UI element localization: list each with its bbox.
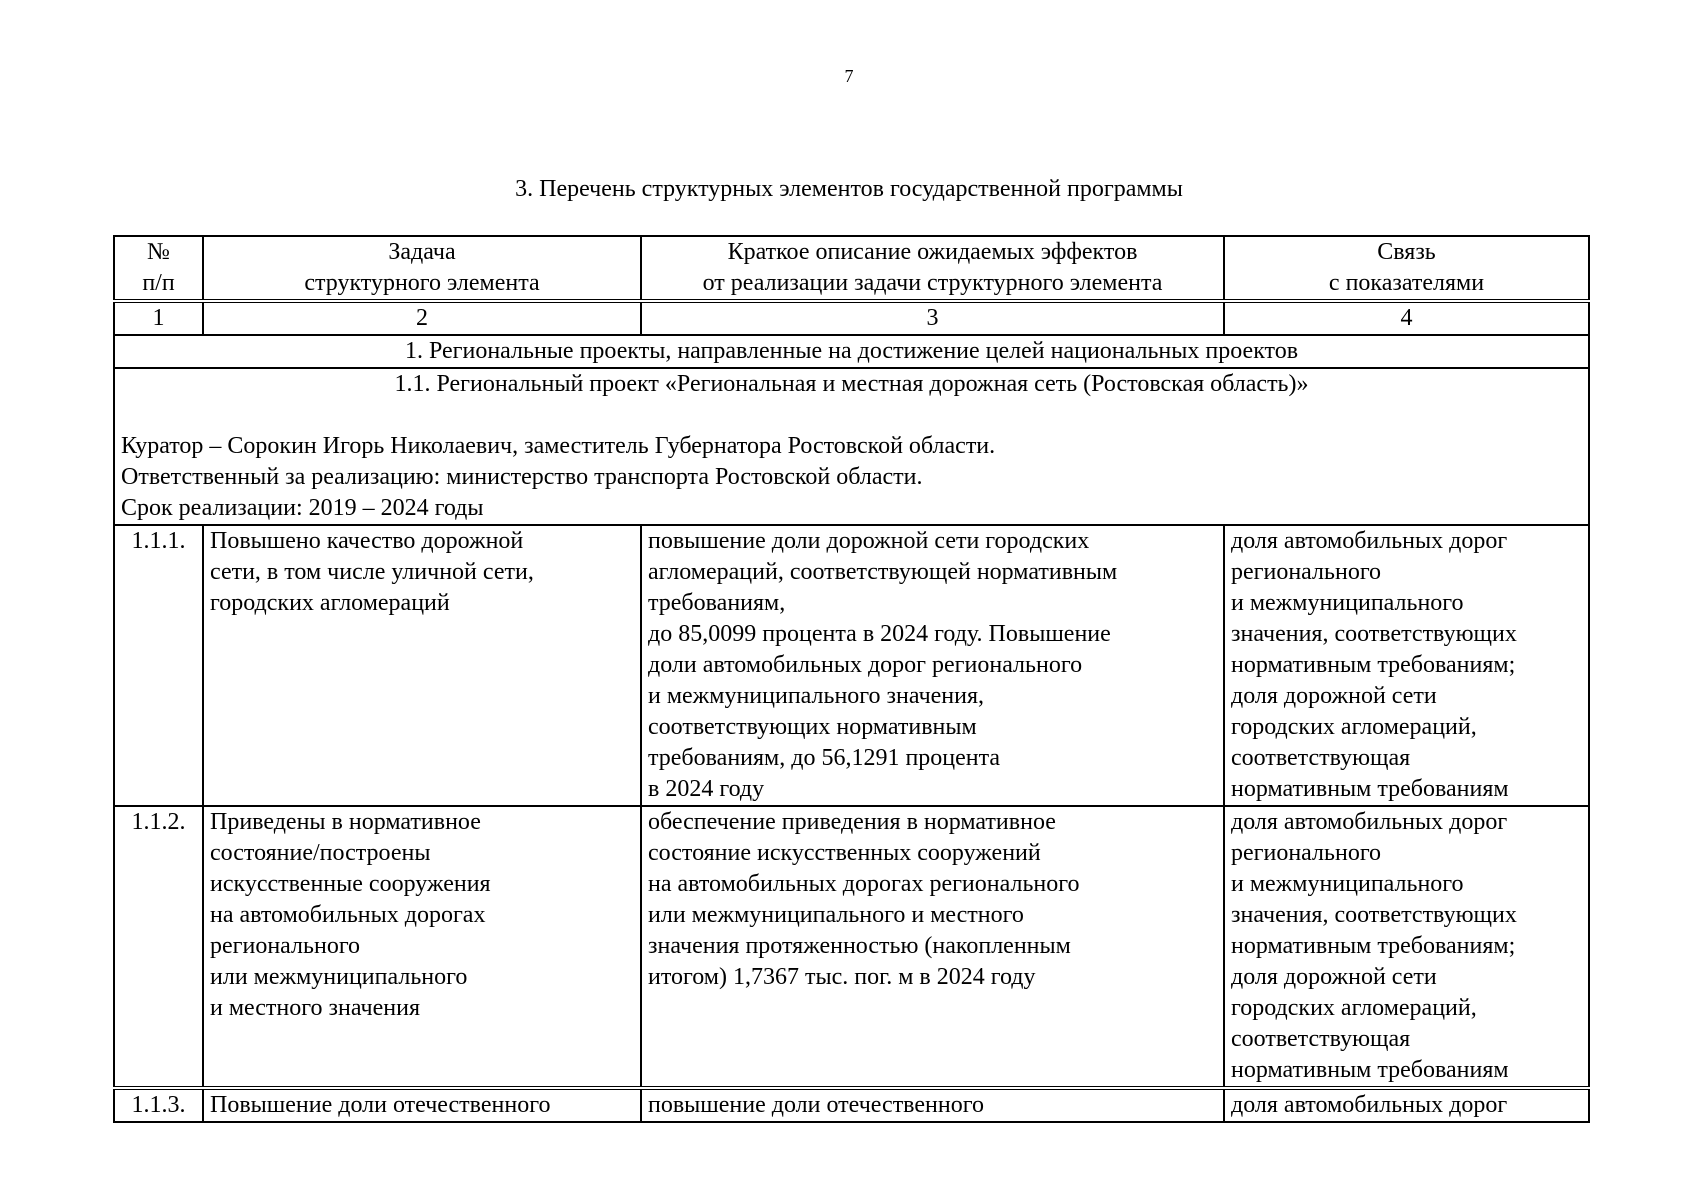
- column-number: 1: [114, 301, 203, 335]
- table-row: [114, 1088, 1589, 1122]
- row-indicators: доля автомобильных дорог: [1224, 1088, 1589, 1122]
- project-spacer: [121, 400, 1582, 431]
- row-effect: повышение доли отечественного: [641, 1088, 1224, 1122]
- row-number: 1.1.1.: [114, 525, 203, 806]
- structural-elements-table: [113, 235, 1590, 1123]
- project-responsible: Ответственный за реализацию: министерство транспорта Ростовской области.: [121, 464, 923, 490]
- header-indicators: Связь с показателями: [1224, 236, 1589, 301]
- header-task: Задача структурного элемента: [203, 236, 641, 301]
- section-row: [114, 335, 1589, 368]
- row-indicators: доля автомобильных дорог регионального и межмуниципального значения, соответствующих нормативным требованиям; доля дорожной сети городских агломераций, соответствующая нормативным требованиям: [1224, 806, 1589, 1088]
- row-number: 1.1.3.: [114, 1088, 203, 1122]
- header-num: № п/п: [114, 236, 203, 301]
- section-heading: 1. Региональные проекты, направленные на достижение целей национальных проектов: [114, 335, 1589, 368]
- project-title: 1.1. Региональный проект «Региональная и местная дорожная сеть (Ростовская область)»: [394, 371, 1309, 397]
- column-number: 4: [1224, 301, 1589, 335]
- section-title: 3. Перечень структурных элементов государственной программы: [515, 176, 1183, 202]
- row-indicators: доля автомобильных дорог регионального и межмуниципального значения, соответствующих нормативным требованиям; доля дорожной сети городских агломераций, соответствующая нормативным требованиям: [1224, 525, 1589, 806]
- row-effect: повышение доли дорожной сети городских агломераций, соответствующей нормативным требованиям, до 85,0099 процента в 2024 году. Повышение доли автомобильных дорог регионального и межмуниципального значения, соответствующих нормативным требованиям, до 56,1291 процента в 2024 году: [641, 525, 1224, 806]
- table-row: [114, 525, 1589, 806]
- project-period: Срок реализации: 2019 – 2024 годы: [121, 495, 484, 521]
- column-number-row: [114, 301, 1589, 335]
- row-task: Приведены в нормативное состояние/построены искусственные сооружения на автомобильных дорогах регионального или межмуниципального и местного значения: [203, 806, 641, 1088]
- row-number: 1.1.2.: [114, 806, 203, 1088]
- column-number: 2: [203, 301, 641, 335]
- row-task: Повышение доли отечественного: [203, 1088, 641, 1122]
- row-task: Повышено качество дорожной сети, в том числе уличной сети, городских агломераций: [203, 525, 641, 806]
- project-info: [114, 368, 1589, 525]
- project-curator: Куратор – Сорокин Игорь Николаевич, заместитель Губернатора Ростовской области.: [121, 433, 996, 459]
- table-row: [114, 806, 1589, 1088]
- project-row: [114, 368, 1589, 525]
- column-number: 3: [641, 301, 1224, 335]
- page-number: 7: [844, 66, 854, 86]
- header-effect: Краткое описание ожидаемых эффектов от реализации задачи структурного элемента: [641, 236, 1224, 301]
- row-effect: обеспечение приведения в нормативное состояние искусственных сооружений на автомобильных дорогах регионального или межмуниципального и местного значения протяженностью (накопленным итогом) 1,7367 тыс. пог. м в 2024 году: [641, 806, 1224, 1088]
- header-row: [114, 236, 1589, 301]
